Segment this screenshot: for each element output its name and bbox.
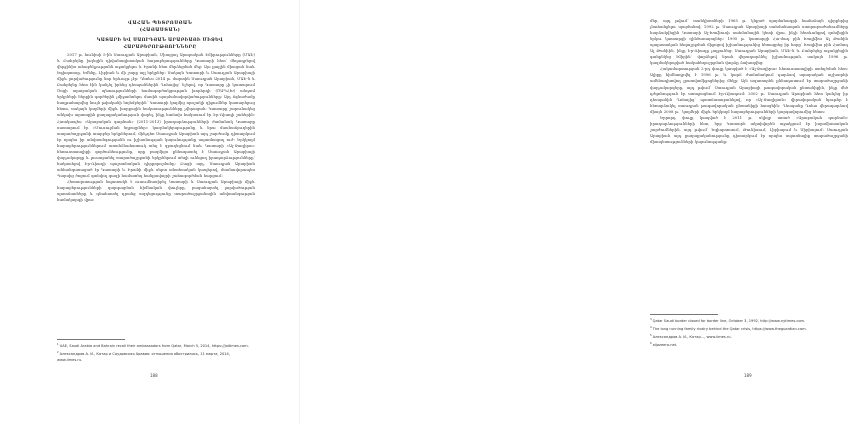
footnote-text: Qatar Saudi border closed for border line, October 3, 1992, http://www.nytimes.com. (652, 319, 806, 324)
footnote (650, 333, 848, 341)
right-footnotes (650, 317, 848, 349)
left-page (0, 0, 300, 424)
footnote-text: UAE, Saudi Arabia and Bahrain recall their ambassadors from Qatar, March 5, 2014, https://jaltimes.com. (59, 344, 249, 349)
author-country: (ՀԱՅԱՍՏԱՆ) (139, 28, 181, 33)
body-paragraph: 2017 թ. հունիսի 5-ին Սաուդյան Արաբիան, Միացյալ Արաբական Էմիրությունները (ՄԱԷ) և Բահրեյնը խզեցին դիվանագիտական հարաբերությունները Կատարի հետ՝ մեղադրելով վերջինիս ահաբեկչությանն աջակցելու և Իրանի հետ մերձեցման մեջ։ Այս քայլին միացան նաև Եգիպտոսը, Եմենը, Լիբիան և մի շարք այլ երկրներ։ Սակայն Կատարի և Սաուդյան Արաբիայի միջև լարվածությունը նոր երևույթ չէր։ Դեռևս 2014 թ. մարտին Սաուդյան Արաբիան, ՄԱԷ-ն և Բահրեյնը հետ էին կանչել իրենց դեսպաններին Դոհայից՝ նշելով, որ Կատարը չի կատարում Ծոցի արաբական պետությունների համագործակցության խորհրդի (ԾԱՊՀԽ) անդամ երկրների ներքին գործերին չմիջամտելու մասին պայմանավորվածությունները։ Այդ ճգնաժամը հաղթահարվեց նույն թվականի նոյեմբերին՝ Կատարի կողմից որոշակի զիջումներ կատարելուց հետո, սակայն կողմերի միջև խորքային հակասությունները չվերացան։ Կատարը շարունակեց անկախ արտաքին քաղաքականություն վարել, ինչը հաճախ հակասում էր Էր-Ռիադի շահերին։ Հատկապես «Արաբական գարնան» (2011-2013) իրադարձությունների ժամանակ Կատարը սատարում էր «Մուսուլման եղբայրներ» կազմակերպությանը և նրա մասնաճյուղերին տարածաշրջանի տարբեր երկրներում, մինչդեռ Սաուդյան Արաբիան այդ շարժումը դիտարկում էր որպես իր անվտանգությանն ու իշխանության կայունությանը սպառնացող ուժ։ Երկկողմ հարաբերություններում առանձնահատուկ տեղ է զբաղեցնում նաև Կատարի «Ալ-Ջազիրա» հեռուստաալիքի գործունեությունը, որը բազմիցս քննադատել է Սաուդյան Արաբիայի վարչակարգը և լուսաբանել տարածաշրջանի երկրներում տեղի ունեցող իրադարձությունները՝ հակասելով Էր-Ռիադի պաշտոնական դիրքորոշմանը։ Բացի այդ, Սաուդյան Արաբիան անհանգստացած էր Կատարի և Իրանի միջև սերտ տնտեսական կապերով, մասնավորապես Պարսից ծոցում գտնվող գազի համատեղ հանքավայրի շահագործման հարցում։ (57, 52, 255, 178)
body-paragraph: Հետազոտության նպատակն է ուսումնասիրել Կատարի և Սաուդյան Արաբիայի միջև հարաբերությունների զարգացման հիմնական փուլերը, բացահայտել լարվածության պատճառները և գնահատել դրանց ազդեցությունը տարածաշրջանային անվտանգության համակարգի վրա։ (57, 178, 255, 203)
footnote-mark: 1 (57, 343, 59, 346)
article-title-line-2: ՀԱՐԱԲԵՐՈՒԹՅՈՒՆՆԵՐԸ (123, 45, 197, 50)
footnote-text: The long running family rivalry behind the Qatar crisis, https://www.theguardian.com. (652, 327, 807, 332)
footnote-separator (57, 339, 125, 340)
footnote (650, 325, 848, 333)
footnote-mark: 5 (650, 333, 652, 337)
footnote-mark: 6 (650, 341, 652, 345)
right-page (300, 0, 848, 424)
footnote-mark: 4 (650, 325, 652, 329)
footnote-mark: 3 (650, 318, 652, 321)
footnote-text: Александров А. И., Катар..., www.iimes.ru. (652, 335, 732, 340)
footnote-mark: 2 (57, 350, 59, 354)
footnote-text: Александров А. И., Катар и Саудовская Аравия: отношения обострились, 11 марта, 2014, www.iimes.ru. (57, 352, 230, 362)
left-body-text (57, 52, 255, 324)
article-title-line-1: ԿԱՏԱՐԻ ԵՎ ՍԱՈՒԴՅԱՆ ԱՐԱԲԻԱՅԻ ՄԻՋԵՎ (96, 38, 224, 43)
left-footnotes (57, 342, 255, 364)
page-number: 189 (744, 373, 752, 378)
footnote (57, 342, 255, 350)
body-paragraph: Երրորդ փուլը կապված է 2011 թ. սկիզբ առած «Արաբական գարնան» իրադարձությունների հետ, երբ Կատարն ակտիվորեն աջակցում էր իսլամիստական շարժումներին, այդ թվում՝ Եգիպտոսում, Թունիսում, Լիբիայում և Սիրիայում։ Սաուդյան Արաբիան այդ քաղաքականությունը դիտարկում էր որպես սպառնալիք տարածաշրջանի միապետությունների կայունությանը։ (650, 114, 848, 144)
body-paragraph: մեր, այդ թվում՝ տանկիստների 1965 թ. կնքած պայմանագրի համաձայն դիրքերից չնահանջելու պայմանով։ 1992 թ. Սաուդյան Արաբիայի սահմանապահ ստորաբաժանումները հարձակվեցին Կատարի Ալ-Խաֆուսի սահմանային կետի վրա, ինչի հետևանքով զոհվեցին երկու կատարցի զինծառայողներ։ 1995 թ. կատարցի Հա-մադ բին Խալիֆա Ալ Թանին պալատական հեղաշրջման միջոցով իշխանությունից հեռացրեց իր հորը՝ Խալիֆա բին Համադ Ալ Թանիին, ինչը Էր-Ռիադը չողջունեց։ Սաուդյան Արաբիան, ՄԱԷ-ն և Բահրեյնը աջակցեցին գահընկեց էմիրին՝ փորձելով նրան վերադարձնել իշխանության, սակայն 1996 թ. կազմակերպված հակահեղաշրջման փորձը ձախողվեց։ (650, 18, 848, 66)
body-paragraph: Հակամարտության 2-րդ փուլը կապված է «Ալ-Ջազիրա» հեռուստաալիքի ստեղծման հետ։ Ալիքը հիմնադրվել է 1996 թ. և կարճ ժամանակում դարձավ արաբական աշխարհի ամենադիտվող լրատվամիջոցներից մեկը։ Այն ազատորեն քննադատում էր տարածաշրջանի վարչակարգերը, այդ թվում՝ Սաուդյան Արաբիայի թագավորական ընտանիքին, ինչը մեծ դժգոհություն էր առաջացնում Էր-Ռիադում։ 2002 թ. Սաուդյան Արաբիան հետ կանչեց իր դեսպանին Դոհայից՝ պատճառաբանելով, որ «Ալ-Ջազիրան» վիրավորական նյութեր է հեռարձակել սաուդյան թագավորական ընտանիքի հասցեին։ Դեսպանը Դոհա վերադարձավ միայն 2008 թ.՝ կողմերի միջև երկկողմ հարաբերությունների կարգավորումից հետո։ (650, 66, 848, 114)
right-body-text (650, 18, 848, 298)
footnote (650, 341, 848, 349)
page-number: 188 (150, 373, 158, 378)
footnote (650, 317, 848, 325)
author-name: ՎԱՀԱՆ ՊԵՏՐՈՍՅԱՆ (127, 21, 193, 26)
footnote (57, 350, 255, 364)
footnote-separator (650, 314, 718, 315)
footnote-text: aljazeera.net. (652, 343, 678, 348)
